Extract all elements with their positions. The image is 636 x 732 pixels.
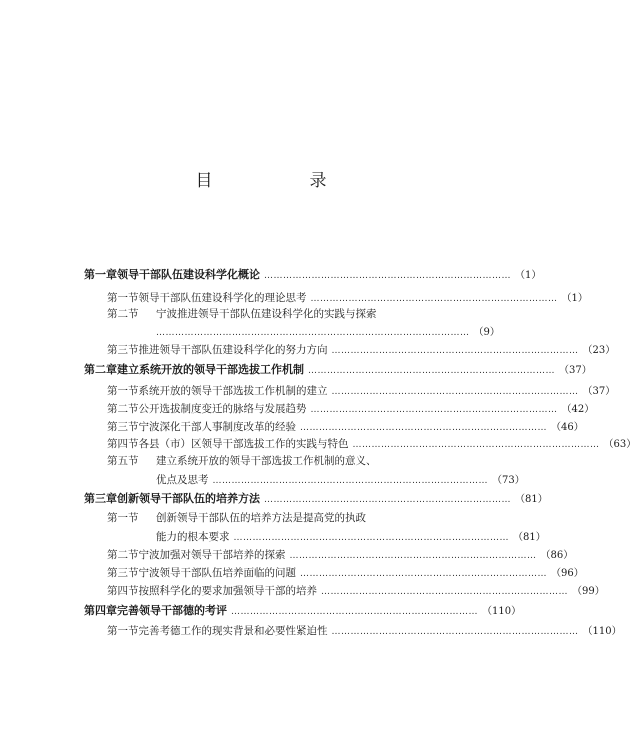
entry-page: （1） — [515, 270, 542, 281]
entry-title: 领导干部队伍建设科学化概论 — [117, 268, 260, 281]
entry-number: 第一节 — [107, 512, 139, 524]
toc-entry-section[interactable] — [107, 306, 438, 321]
dot-leader: …………………………………………………………………………… — [233, 533, 509, 543]
entry-title: 公开选拔制度变迁的脉络与发展趋势 — [138, 403, 307, 415]
entry-title: 系统开放的领导干部选拔工作机制的建立 — [138, 385, 328, 397]
dot-leader: ……………………………………………………………………………………… — [156, 328, 470, 338]
entry-page: （37） — [559, 365, 592, 376]
dot-leader: …………………………………………………………………… — [321, 587, 568, 597]
entry-title: 宁波领导干部队伍培养面临的问题 — [138, 567, 296, 579]
entry-number: 第四节 — [107, 585, 139, 597]
entry-number: 第二节 — [107, 549, 139, 561]
entry-page: （96） — [551, 568, 584, 579]
entry-number: 第三节 — [107, 567, 139, 579]
dot-leader: …………………………………………………………………………… — [212, 476, 488, 486]
entry-page: （110） — [482, 606, 522, 617]
dot-leader: …………………………………………………………………… — [331, 627, 579, 637]
dot-leader: …………………………………………………………………… — [352, 440, 600, 450]
entry-title: 宁波推进领导干部队伍建设科学化的实践与探索 — [156, 308, 377, 320]
toc-entry-section[interactable] — [107, 341, 616, 357]
entry-number: 第二节 — [107, 308, 139, 320]
dot-leader: …………………………………………………………………… — [310, 405, 558, 415]
toc-entry-chapter-3[interactable] — [84, 490, 548, 506]
toc-entry-continuation[interactable] — [156, 528, 546, 544]
toc-entry-section[interactable] — [107, 546, 574, 562]
toc-entry-continuation[interactable] — [156, 323, 500, 338]
entry-title: 完善考德工作的现实背景和必要性紧迫性 — [138, 625, 328, 637]
dot-leader: …………………………………………………………………… — [231, 607, 478, 617]
entry-title: 优点及思考 — [156, 474, 209, 486]
dot-leader: …………………………………………………………………… — [310, 294, 558, 304]
toc-entry-section[interactable] — [107, 622, 622, 638]
dot-leader: …………………………………………………………………… — [289, 551, 537, 561]
entry-page: （81） — [513, 532, 546, 543]
toc-entry-continuation[interactable] — [156, 471, 525, 487]
entry-number: 第五节 — [107, 455, 139, 467]
entry-title: 创新领导干部队伍的培养方法 — [117, 492, 260, 505]
toc-entry-chapter-4[interactable] — [84, 602, 522, 618]
toc-entry-section[interactable] — [107, 289, 588, 305]
entry-title: 宁波深化干部人事制度改革的经验 — [138, 421, 296, 433]
entry-number: 第三节 — [107, 421, 139, 433]
entry-number: 第一章 — [84, 268, 117, 281]
entry-page: （81） — [515, 494, 548, 505]
entry-title: 推进领导干部队伍建设科学化的努力方向 — [138, 344, 328, 356]
entry-title: 按照科学化的要求加强领导干部的培养 — [138, 585, 317, 597]
entry-page: （42） — [561, 404, 595, 415]
entry-title: 各县（市）区领导干部选拔工作的实践与特色 — [138, 438, 349, 450]
entry-title: 完善领导干部德的考评 — [117, 604, 227, 617]
entry-page: （23） — [582, 345, 616, 356]
dot-leader: …………………………………………………………………… — [300, 569, 547, 579]
entry-title: 建立系统开放的领导干部选拔工作机制 — [117, 363, 304, 376]
entry-page: （73） — [492, 475, 525, 486]
entry-number: 第一节 — [107, 292, 139, 304]
toc-entry-section[interactable] — [107, 435, 636, 451]
entry-number: 第三节 — [107, 344, 139, 356]
toc-entry-section[interactable] — [107, 510, 438, 525]
entry-title: 创新领导干部队伍的培养方法是提高党的执政 — [156, 512, 366, 524]
toc-entry-section[interactable] — [107, 564, 584, 580]
dot-leader: …………………………………………………………………… — [300, 423, 547, 433]
toc-entry-section[interactable] — [107, 382, 616, 398]
entry-page: （9） — [473, 327, 500, 338]
dot-leader: …………………………………………………………………… — [308, 366, 555, 376]
entry-page: （1） — [561, 293, 588, 304]
toc-entry-section[interactable] — [107, 418, 584, 434]
entry-page: （99） — [572, 586, 605, 597]
entry-number: 第四节 — [107, 438, 139, 450]
toc-entry-section[interactable] — [107, 453, 438, 468]
entry-page: （110） — [582, 626, 622, 637]
dot-leader: …………………………………………………………………… — [264, 271, 511, 281]
entry-number: 第三章 — [84, 492, 117, 505]
entry-title: 领导干部队伍建设科学化的理论思考 — [138, 292, 307, 304]
toc-heading: 目 录 — [195, 171, 367, 191]
dot-leader: …………………………………………………………………… — [264, 495, 511, 505]
entry-number: 第一节 — [107, 625, 139, 637]
entry-number: 第四章 — [84, 604, 117, 617]
dot-leader: …………………………………………………………………… — [331, 387, 579, 397]
dot-leader: …………………………………………………………………… — [331, 346, 579, 356]
entry-number: 第二章 — [84, 363, 117, 376]
toc-entry-section[interactable] — [107, 582, 605, 598]
entry-title: 能力的根本要求 — [156, 531, 230, 543]
entry-title: 宁波加强对领导干部培养的探索 — [138, 549, 286, 561]
toc-entry-chapter-2[interactable] — [84, 361, 592, 377]
entry-number: 第一节 — [107, 385, 139, 397]
toc-entry-chapter-1[interactable] — [84, 266, 542, 282]
entry-page: （86） — [540, 550, 574, 561]
entry-page: （46） — [551, 422, 584, 433]
entry-number: 第二节 — [107, 403, 139, 415]
entry-title: 建立系统开放的领导干部选拔工作机制的意义、 — [156, 455, 377, 467]
entry-page: （63） — [603, 439, 636, 450]
toc-entry-section[interactable] — [107, 400, 595, 416]
entry-page: （37） — [582, 386, 616, 397]
